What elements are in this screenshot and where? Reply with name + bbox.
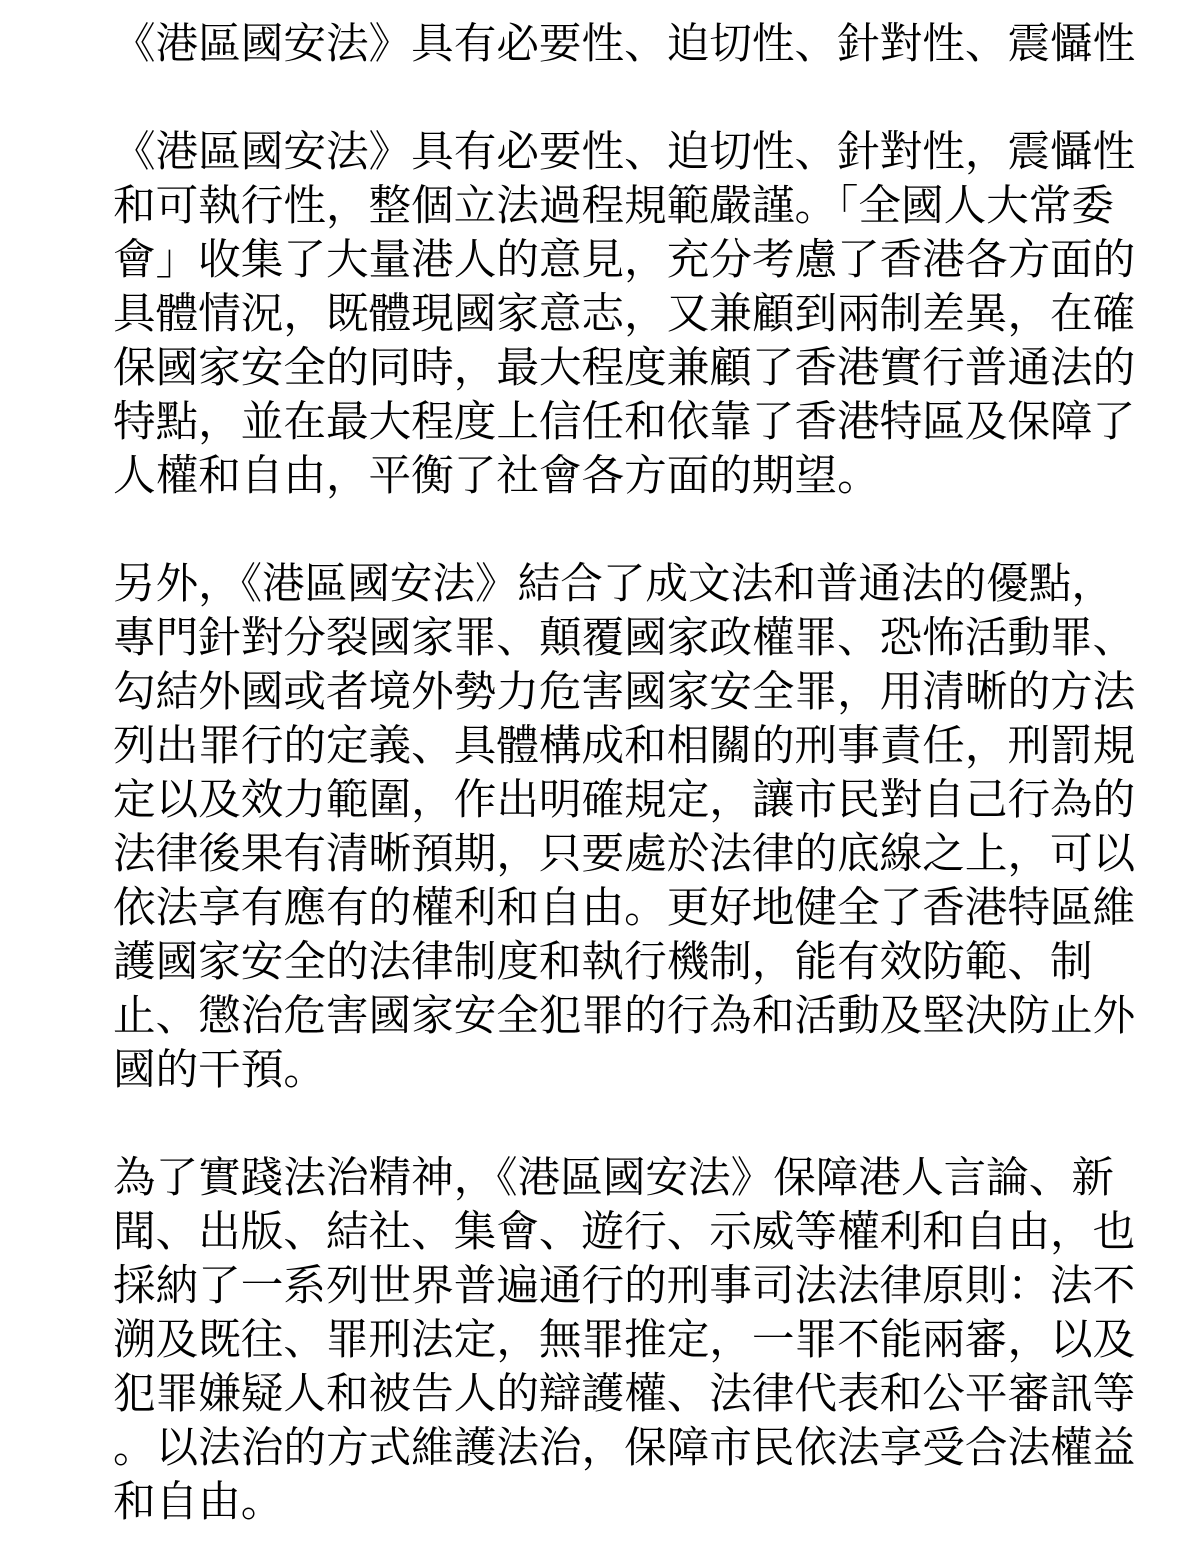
text-line: 人權和自由，平衡了社會各方面的期望。 (113, 452, 880, 500)
text-line: 專門針對分裂國家罪、顛覆國家政權罪、恐怖活動罪、 (113, 614, 1136, 662)
text-line: 止、懲治危害國家安全犯罪的行為和活動及堅決防止外 (113, 992, 1136, 1040)
text-line: 會」收集了大量港人的意見，充分考慮了香港各方面的 (113, 236, 1136, 284)
text-line: 和自由。 (113, 1478, 284, 1526)
text-line: 為了實踐法治精神，《港區國安法》保障港人言論、新 (113, 1154, 1114, 1202)
text-line: 犯罪嫌疑人和被告人的辯護權、法律代表和公平審訊等 (113, 1370, 1136, 1418)
text-line: 國的干預。 (113, 1046, 326, 1094)
text-line: 《港區國安法》具有必要性、迫切性、針對性，震懾性 (113, 128, 1136, 176)
text-line: 保國家安全的同時，最大程度兼顧了香港實行普通法的 (113, 344, 1136, 392)
paragraph (113, 125, 1143, 503)
text-line: 。以法治的方式維護法治，保障市民依法享受合法權益 (113, 1424, 1136, 1472)
paragraph (113, 557, 1143, 1097)
text-line: 採納了一系列世界普遍通行的刑事司法法律原則：法不 (113, 1262, 1136, 1310)
text-line: 和可執行性，整個立法過程規範嚴謹。「全國人大常委 (113, 182, 1114, 230)
text-line: 聞、出版、結社、集會、遊行、示威等權利和自由，也 (113, 1208, 1136, 1256)
text-line: 另外，《港區國安法》結合了成文法和普通法的優點， (113, 560, 1114, 608)
paragraph (113, 1151, 1143, 1529)
text-line: 特點，並在最大程度上信任和依靠了香港特區及保障了 (113, 398, 1136, 446)
text-line: 護國家安全的法律制度和執行機制，能有效防範、制 (113, 938, 1093, 986)
text-line: 溯及既往、罪刑法定，無罪推定，一罪不能兩審，以及 (113, 1316, 1136, 1364)
document-title: 《港區國安法》具有必要性、迫切性、針對性、震懾性 (113, 20, 1136, 68)
text-line: 定以及效力範圍，作出明確規定，讓市民對自己行為的 (113, 776, 1136, 824)
text-line: 法律後果有清晰預期，只要處於法律的底線之上，可以 (113, 830, 1136, 878)
text-line: 列出罪行的定義、具體構成和相關的刑事責任，刑罰規 (113, 722, 1136, 770)
text-line: 依法享有應有的權利和自由。更好地健全了香港特區維 (113, 884, 1136, 932)
text-line: 勾結外國或者境外勢力危害國家安全罪，用清晰的方法 (113, 668, 1136, 716)
text-line: 具體情況，既體現國家意志，又兼顧到兩制差異，在確 (113, 290, 1136, 338)
